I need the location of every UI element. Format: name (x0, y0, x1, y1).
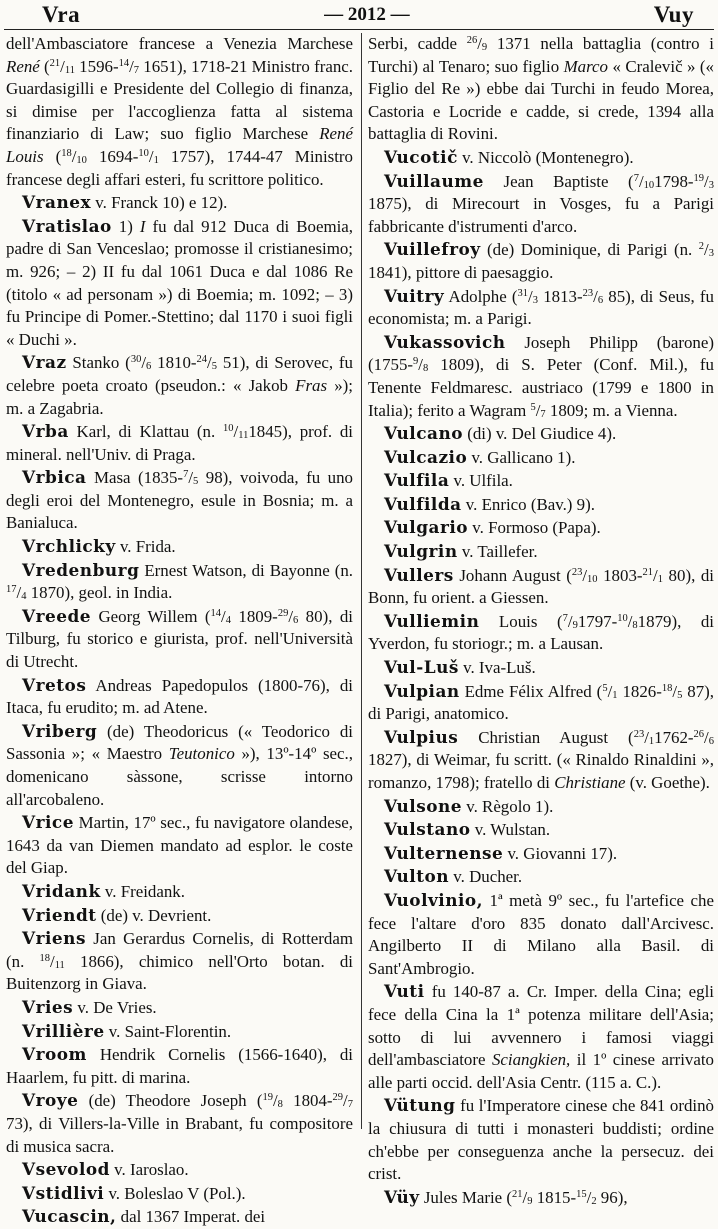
entry-text: 1813- (538, 286, 583, 306)
entry-headword: Vroye (22, 1090, 79, 1111)
entry-text: / (188, 468, 194, 488)
entry-text: 23 (633, 728, 645, 740)
entry-text: Hendrik Cornelis (1566-1640), di Haarlem, fu pitt. di marina. (6, 1045, 353, 1087)
entry-text: / (207, 353, 212, 373)
entry-text: 26 (466, 35, 478, 46)
entry-text: Jean Baptiste ( (483, 171, 634, 191)
entry-headword: Vulpius (384, 726, 459, 747)
entry-text: 23 (582, 287, 594, 299)
entry-text: / (586, 1187, 592, 1207)
entry-headword: Vuolvinio, (384, 889, 484, 910)
entry-text: Masa (1835- (86, 468, 184, 488)
entry-headword: Vrba (22, 421, 69, 442)
entry-text: Christian August ( (458, 727, 634, 747)
entry-text: v. Giovanni 17). (503, 843, 618, 863)
entry-text: 51), di Serovec, fu celebre poeta croato (pseudon.: « Jakob (6, 353, 353, 395)
entry-text: 9 (481, 42, 488, 53)
header-right-headword: Vuy (653, 1, 694, 27)
entry-text: v. Gallicano 1). (467, 447, 576, 467)
entry-text: 1815- (532, 1187, 577, 1207)
dictionary-entry (6, 1089, 353, 1158)
entry-text: 24 (196, 354, 208, 366)
entry-headword: Vroom (22, 1044, 87, 1065)
entry-text: 8 (422, 363, 429, 375)
entry-headword: Vredenburg (22, 559, 140, 580)
entry-text: ( (43, 146, 62, 166)
entry-headword: Vulfila (384, 470, 450, 491)
dictionary-entry (6, 927, 353, 996)
entry-text: v. Taillefer. (457, 542, 538, 562)
entry-text: 9 (413, 356, 419, 368)
dictionary-entry (6, 559, 353, 605)
entry-headword: Vrice (22, 812, 74, 833)
entry-text: Marco (563, 56, 608, 76)
entry-text: Ernest Watson, di Bayonne (n. (139, 560, 353, 580)
dictionary-entry (368, 33, 714, 146)
entry-text: 1 (612, 689, 618, 701)
entry-text: v. Freidank. (100, 881, 185, 901)
entry-headword: Vulstano (384, 819, 471, 840)
dictionary-entry (368, 540, 714, 564)
entry-text: 1596- (74, 56, 119, 76)
entry-text: / (522, 1187, 528, 1207)
entry-text: I (139, 216, 146, 236)
entry-text: 7 (562, 612, 568, 624)
entry-text: 1879), di Yverdon, fu storiogr.; m. a Lausan. (368, 611, 714, 654)
dictionary-entry (368, 842, 714, 866)
entry-text: 1371 nella battaglia (contro i Turchi) al Tenaro; suo figlio (368, 34, 714, 76)
entry-text: 2 (698, 241, 705, 253)
entry-text: / (343, 1091, 348, 1111)
entry-text: / (607, 681, 613, 701)
entry-text: 1866), chimico nell'Orto botan. di Buitenzorg in Giava. (6, 951, 353, 994)
column-divider (361, 33, 362, 1129)
entry-text: »); m. a Zagabria. (6, 375, 353, 418)
entry-text: / (288, 606, 294, 626)
entry-text: René Louis (6, 124, 353, 166)
entry-text: 11 (54, 959, 65, 971)
entry-text: v. Ducher. (449, 867, 523, 887)
entry-text: 1845), prof. di mineral. nell'Univ. di Praga. (6, 422, 353, 464)
dictionary-entry (368, 446, 714, 470)
entry-text: ( (39, 56, 50, 76)
entry-text: Louis ( (479, 611, 563, 631)
entry-text: 6 (708, 735, 714, 747)
entry-text: / (704, 240, 709, 260)
entry-text: / (567, 611, 573, 631)
entry-headword: Vulton (384, 866, 450, 887)
dictionary-entry (368, 422, 714, 446)
dictionary-entry (6, 996, 353, 1020)
dictionary-entry (368, 865, 714, 889)
entry-headword: Vraz (22, 352, 67, 373)
dictionary-entry (368, 980, 714, 1094)
dictionary-entry (368, 170, 714, 239)
entry-text: 4 (21, 591, 27, 603)
entry-text: 10 (643, 179, 655, 191)
dictionary-entry (6, 215, 353, 352)
entry-text: 7 (540, 408, 546, 420)
entry-text: 5 (211, 361, 217, 373)
entry-text: 1ª metà 9º sec., fu l'artefice che fece l'altare d'oro 835 donato dall'Arcivesc. Angilberto II di Milano alla Basil. di Sant'Ambrogio. (368, 890, 714, 978)
entry-text: 73), di Villers-la-Ville in Brabant, fu compositore di musica sacra. (6, 1113, 353, 1156)
dictionary-entry (368, 469, 714, 493)
entry-text: Serbi, cadde (368, 34, 467, 53)
entry-text: 21 (512, 1188, 523, 1200)
entry-text: 19 (262, 1092, 273, 1104)
entry-text: 30 (130, 354, 142, 366)
entry-text: (v. Goethe). (625, 773, 710, 792)
dictionary-entry (368, 516, 714, 540)
page-header (4, 0, 714, 30)
entry-headword: Vulliemin (384, 610, 480, 631)
entry-text: / (233, 422, 239, 442)
entry-text: v. Ulfila. (449, 471, 513, 491)
dictionary-entry (6, 1020, 353, 1044)
dictionary-entry (6, 1182, 353, 1206)
entry-headword: Vulsone (384, 795, 463, 816)
entry-headword: Vucascin, (22, 1206, 117, 1227)
entry-text: Stanko ( (66, 353, 131, 373)
entry-text: / (148, 146, 154, 166)
entry-text: fu 140-87 a. Cr. Imper. della Cina; egli fece della Cina la 1ª potenza militare dell'Asia; sotto di lui avvennero i famosi viaggi dell'ambasciatore (368, 982, 714, 1070)
entry-text: / (638, 171, 644, 191)
entry-text: 87), di Parigi, anatomico. (368, 681, 714, 724)
dictionary-entry (368, 331, 714, 422)
entry-headword: Vriberg (22, 720, 98, 741)
entry-text: v. Boleslao V (Pol.). (104, 1183, 246, 1203)
entry-text: 6 (597, 294, 604, 306)
entry-text: 9 (527, 1195, 533, 1207)
entry-text: / (582, 565, 588, 585)
entry-text: v. Wulstan. (470, 820, 551, 840)
entry-headword: Vranex (22, 192, 92, 213)
entry-text: 18 (661, 682, 673, 694)
entry-headword: Vuillefroy (384, 239, 481, 260)
entry-text: v. Saint-Florentin. (104, 1021, 232, 1041)
entry-text: Karl, di Klattau (n. (68, 422, 223, 442)
entry-text: v. Niccolò (Montenegro). (457, 147, 634, 167)
entry-headword: Vrchlicky (22, 536, 116, 557)
entry-text: / (221, 606, 226, 626)
entry-text: 4 (225, 614, 231, 626)
dictionary-entry (368, 818, 714, 842)
entry-text: / (16, 583, 22, 603)
entry-text: 8 (632, 619, 638, 631)
entry-headword: Vulternense (384, 842, 504, 863)
entry-text: 5 (677, 689, 683, 701)
entry-text: / (528, 286, 533, 306)
entry-text: Adolphe ( (444, 286, 518, 306)
entry-text: / (535, 400, 541, 420)
entry-text: v. Frida. (115, 537, 176, 557)
entry-headword: Vucotič (384, 146, 458, 167)
entry-text: 1 (153, 154, 159, 166)
entry-headword: Vulcazio (384, 446, 468, 467)
entry-text: / (60, 56, 65, 76)
entry-headword: Vüy (384, 1186, 420, 1207)
entry-text: / (272, 1091, 278, 1111)
entry-text: 98), voivoda, fu uno degli eroi del Montenegro, esule in Bosnia; m. a Banialuca. (6, 468, 353, 533)
entry-text: / (627, 611, 633, 631)
entry-text: 26 (693, 728, 705, 740)
entry-text: 11 (64, 64, 75, 76)
entry-text: Teutonico (168, 744, 235, 764)
entry-text: 1798- (654, 171, 694, 191)
entry-text: Andreas Papedopulos (1800-76), di Itaca, fu erudito; m. ad Atene. (6, 675, 353, 718)
entry-text: 5 (602, 682, 608, 694)
header-left-headword: Vra (42, 1, 81, 27)
entry-text: 1762- (654, 727, 694, 747)
dictionary-entry (368, 564, 714, 610)
entry-text: »), 13º-14º sec., domenicano sàssone, scrisse intorno all'arcobaleno. (6, 744, 353, 809)
entry-text: 18 (61, 147, 72, 159)
entry-headword: Vuillaume (384, 170, 484, 191)
entry-text: fu l'Imperatore cinese che 841 ordinò la chiusura di tutti i monasteri buddisti; ordine ch'ebbe per conseguenza anche la persecuz. dei crist. (368, 1096, 714, 1184)
entry-text: 1827), di Weimar, fu scritt. (« Rinaldo Rinaldini », romanzo, 1798); fratello di (368, 750, 714, 792)
dictionary-entry (6, 466, 353, 535)
entry-text: 18 (39, 952, 50, 964)
entry-text: / (477, 34, 482, 53)
dictionary-entry (368, 680, 714, 726)
entry-headword: Vulpian (384, 680, 460, 701)
dictionary-entry (6, 904, 353, 928)
entry-text: 14 (210, 607, 222, 619)
entry-text: 1875), di Mirecourt in Vosges, fu a Parigi fabbricante d'istrumenti d'arco. (368, 194, 714, 236)
entry-text: 1810- (151, 353, 197, 373)
entry-headword: Vulfilda (384, 493, 462, 514)
entry-text: v. Iva-Luš. (458, 658, 536, 678)
dictionary-entry (6, 674, 353, 720)
entry-text: v. Enrico (Bav.) 9). (461, 494, 595, 514)
entry-text: 10 (138, 147, 149, 159)
entry-headword: Vsevolod (22, 1159, 110, 1180)
entry-text: 1797- (577, 611, 618, 631)
entry-text: René (6, 56, 40, 76)
dictionary-entry (6, 1158, 353, 1182)
entry-text: 10 (617, 612, 628, 624)
entry-headword: Vriens (22, 928, 86, 949)
dictionary-entry (368, 726, 714, 795)
dictionary-entry (6, 1043, 353, 1089)
entry-text: 7 (183, 469, 189, 481)
entry-text: 1870), geol. in India. (26, 583, 173, 603)
dictionary-entry (6, 420, 353, 466)
entry-headword: Vukassovich (384, 331, 506, 352)
dictionary-entry (368, 610, 714, 656)
entry-text: 5 (530, 401, 536, 413)
entry-text: 96), (596, 1187, 628, 1207)
entry-headword: Vratislao (22, 215, 112, 236)
dictionary-entry (6, 605, 353, 674)
entry-text: « Cralevič » (« Figlio del Re ») ebbe dai Turchi in feudo Morea, Castoria e Locride e cadde, si crede, 1394 alla battaglia di Rovini. (368, 56, 714, 144)
entry-text: / (672, 681, 678, 701)
entry-text: il 1º cinese arrivato alle parti occid. dell'Asia Centr. (115 a. C.). (368, 1050, 714, 1092)
entry-text: 7 (133, 64, 140, 76)
entry-text: 1694- (86, 146, 139, 166)
entry-headword: Vul-Luš (384, 657, 459, 678)
entry-text: v. De Vries. (73, 997, 157, 1017)
dictionary-entry (6, 880, 353, 904)
entry-text: v. Formoso (Papa). (468, 518, 601, 538)
entry-headword: Vridank (22, 880, 101, 901)
entry-text: v. Franck 10) e 12). (91, 193, 228, 213)
entry-text: v. Iaroslao. (109, 1160, 189, 1180)
entry-text: 7 (633, 172, 639, 184)
dictionary-entry (368, 795, 714, 819)
entry-text: v. Règolo 1). (462, 796, 554, 816)
entry-text: 7 (347, 1099, 353, 1111)
entry-text: / (49, 951, 55, 971)
entry-text: 3 (532, 294, 538, 306)
entry-text: dell'Ambasciatore francese a Venezia Marchese (6, 34, 353, 53)
entry-text: 1 (648, 735, 655, 747)
entry-text: 1 (657, 573, 663, 585)
entry-headword: Vütung (384, 1095, 456, 1116)
dictionary-entry (6, 351, 353, 420)
entry-text: Johann August ( (453, 565, 572, 585)
entry-text: 11 (238, 430, 249, 442)
entry-text: / (593, 286, 598, 306)
entry-text: Joseph Philipp (barone) (1755- (368, 332, 714, 375)
entry-text: 23 (571, 566, 583, 578)
entry-text: 10 (223, 423, 234, 435)
entry-text: (de) Dominique, di Parigi (n. (480, 240, 699, 260)
entry-text: Georg Willem ( (91, 606, 211, 626)
entry-headword: Vullers (384, 564, 454, 585)
entry-headword: Vrbica (22, 467, 87, 488)
entry-text: 14 (118, 57, 130, 69)
entry-text: Edme Félix Alfred ( (459, 681, 603, 701)
entry-text: / (71, 146, 77, 166)
entry-text: (de) Theodoricus (« Teodorico di Sassonia »; « Maestro (6, 721, 353, 764)
entry-text: / (704, 727, 709, 747)
dictionary-entry (368, 1186, 714, 1210)
entry-text: 8 (277, 1099, 283, 1111)
dictionary-entry (6, 811, 353, 880)
entry-text: 1804- (282, 1091, 333, 1111)
entry-text: 5 (193, 476, 199, 488)
entry-headword: Vulgrin (384, 541, 458, 562)
entry-text: 2 (591, 1195, 597, 1207)
entry-headword: Vrillière (22, 1020, 105, 1041)
entry-text: (de) Theodore Joseph ( (78, 1091, 263, 1111)
entry-headword: Vulgario (384, 517, 469, 538)
entry-text: 9 (572, 619, 578, 631)
entry-text: 3 (708, 248, 714, 260)
entry-headword: Vuti (384, 981, 425, 1002)
dictionary-entry (368, 146, 714, 170)
entry-text: / (644, 727, 649, 747)
entry-text: / (129, 56, 134, 76)
dictionary-entry (368, 238, 714, 284)
entry-text: 15 (576, 1188, 587, 1200)
entry-text: / (653, 565, 658, 585)
entry-text: 85), di Seus, fu economista; m. a Parigi. (368, 286, 715, 329)
page-number: — 2012 — (324, 3, 410, 25)
entry-text: 21 (642, 566, 654, 578)
entry-text: 6 (146, 361, 152, 373)
entry-headword: Vstidlivi (22, 1182, 105, 1203)
dictionary-entry (368, 1094, 714, 1185)
entry-text: 1757), 1744-47 Ministro francese degli affari esteri, fu scrittore politico. (6, 146, 353, 189)
dictionary-entry (368, 285, 714, 331)
entry-text: 6 (293, 614, 299, 626)
dictionary-entry (368, 889, 714, 980)
entry-headword: Vreede (22, 605, 92, 626)
entry-text: 1651), 1718-21 Ministro franc. Guardasigilli e Presidente del Collegio di finanza, si dimise per l'accoglienza fatta al sistema finanziario di Law; suo figlio Marchese (6, 56, 353, 144)
entry-text: Christiane (554, 773, 626, 792)
dictionary-entry (368, 656, 714, 680)
entry-text: Jules Marie ( (419, 1187, 513, 1207)
entry-text: (de) v. Devrient. (96, 905, 212, 925)
entry-text: / (141, 353, 147, 373)
entry-headword: Vries (22, 996, 74, 1017)
entry-text: 31 (517, 287, 529, 299)
left-column (6, 33, 353, 1229)
entry-text: / (704, 171, 709, 191)
entry-text: 17 (6, 584, 17, 596)
dictionary-entry (6, 33, 353, 191)
entry-text: 29 (277, 607, 289, 619)
entry-text: 1809; m. a Vienna. (545, 400, 678, 420)
entry-text: Martin, 17º sec., fu navigatore olandese, 1643 da van Diemen mandato ad esplor. le coste del Giap. (6, 813, 353, 878)
entry-text: 29 (332, 1092, 344, 1104)
dictionary-entry (368, 493, 714, 517)
entry-text: fu dal 912 Duca di Boemia, padre di San Venceslao; promosse il cristianesimo; m. 926; – 2) II fu dal 1061 Duca e dal 1086 Re (titolo « ad personam ») di Boemia; m. 1092; – 3) fu Principe di Pomer.-Stettino; dal 1170 i suoi figli « Duchi ». (6, 216, 353, 349)
dictionary-entry (6, 191, 353, 215)
entry-text: 1803- (597, 565, 643, 585)
dictionary-entry (6, 720, 353, 811)
entry-text: dal 1367 Imperat. dei (116, 1207, 266, 1227)
entry-text: 1809- (230, 606, 278, 626)
entry-text: Sciangkien, (491, 1050, 571, 1070)
entry-text: 80), di Bonn, fu orient. a Giessen. (368, 565, 714, 608)
entry-text: Jan Gerardus Cornelis, di Rotterdam (n. (6, 929, 353, 971)
entry-text: Fras (295, 375, 328, 395)
entry-text: 3 (708, 179, 714, 191)
entry-text: 80), di Tilburg, fu storico e giurista, prof. nell'Università di Utrecht. (6, 606, 353, 672)
entry-text: 10 (587, 573, 598, 585)
entry-text: / (418, 355, 423, 375)
entry-headword: Vretos (22, 674, 87, 695)
entry-headword: Vriendt (22, 904, 97, 925)
entry-text: 10 (76, 154, 87, 166)
dictionary-entry (6, 1205, 353, 1229)
entry-headword: Vuitry (384, 285, 445, 306)
entry-text: 19 (693, 172, 705, 184)
entry-text: 1841), pittore di paesaggio. (368, 262, 554, 282)
entry-text: 1826- (617, 681, 662, 701)
right-column (368, 33, 714, 1209)
entry-text: 1809), di S. Peter (Conf. Mil.), fu Tenente Feldmaresc. austriaco (1799 e 1800 in Italia); ferito a Wagram (368, 355, 714, 420)
entry-headword: Vulcano (384, 423, 463, 444)
entry-text: 1) (111, 216, 140, 236)
entry-text: 21 (49, 57, 61, 69)
entry-text: (di) v. Del Giudice 4). (463, 424, 617, 444)
dictionary-entry (6, 535, 353, 559)
